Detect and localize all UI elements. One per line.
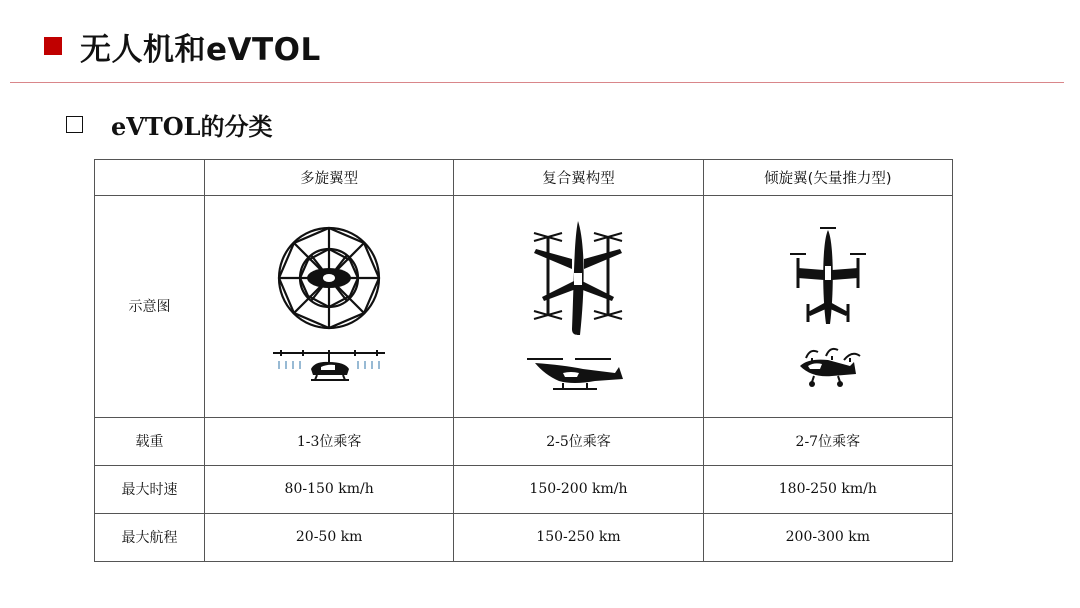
compound-wing-diagram-cell bbox=[454, 196, 703, 418]
header-compound-wing: 复合翼构型 bbox=[454, 160, 703, 196]
multirotor-diagram-cell bbox=[205, 196, 454, 418]
compound-wing-side-view-icon bbox=[523, 353, 633, 393]
range-multirotor: 20-50 km bbox=[205, 513, 454, 561]
payload-compound-wing: 2-5位乘客 bbox=[454, 417, 703, 465]
tiltrotor-diagram-cell bbox=[703, 196, 952, 418]
payload-multirotor: 1-3位乘客 bbox=[205, 417, 454, 465]
row-label-payload: 载重 bbox=[95, 417, 205, 465]
table-header-row bbox=[95, 160, 953, 196]
table-row-payload bbox=[95, 417, 953, 465]
tiltrotor-side-view-icon bbox=[788, 344, 868, 388]
speed-multirotor: 80-150 km/h bbox=[205, 465, 454, 513]
multirotor-top-view-icon bbox=[259, 225, 399, 331]
checkbox-icon bbox=[66, 116, 83, 133]
section-heading bbox=[66, 106, 273, 142]
speed-tiltrotor: 180-250 km/h bbox=[703, 465, 952, 513]
header-tiltrotor: 倾旋翼(矢量推力型) bbox=[703, 160, 952, 196]
title-divider bbox=[10, 82, 1064, 83]
header-corner bbox=[95, 160, 205, 196]
table-row-max-speed bbox=[95, 465, 953, 513]
slide-title-bar bbox=[44, 20, 321, 72]
row-label-diagram: 示意图 bbox=[95, 196, 205, 418]
red-square-icon bbox=[44, 37, 62, 55]
payload-tiltrotor: 2-7位乘客 bbox=[703, 417, 952, 465]
section-heading-text: eVTOL的分类 bbox=[111, 111, 273, 141]
multirotor-side-view-icon bbox=[269, 347, 389, 387]
range-tiltrotor: 200-300 km bbox=[703, 513, 952, 561]
range-compound-wing: 150-250 km bbox=[454, 513, 703, 561]
row-label-max-speed: 最大时速 bbox=[95, 465, 205, 513]
header-multirotor: 多旋翼型 bbox=[205, 160, 454, 196]
evtol-classification-table bbox=[94, 159, 953, 562]
table-row-max-range bbox=[95, 513, 953, 561]
slide-title: 无人机和eVTOL bbox=[80, 31, 321, 68]
speed-compound-wing: 150-200 km/h bbox=[454, 465, 703, 513]
row-label-max-range: 最大航程 bbox=[95, 513, 205, 561]
table-row-diagram bbox=[95, 196, 953, 418]
compound-wing-top-view-icon bbox=[528, 219, 628, 337]
tiltrotor-top-view-icon bbox=[788, 224, 868, 328]
